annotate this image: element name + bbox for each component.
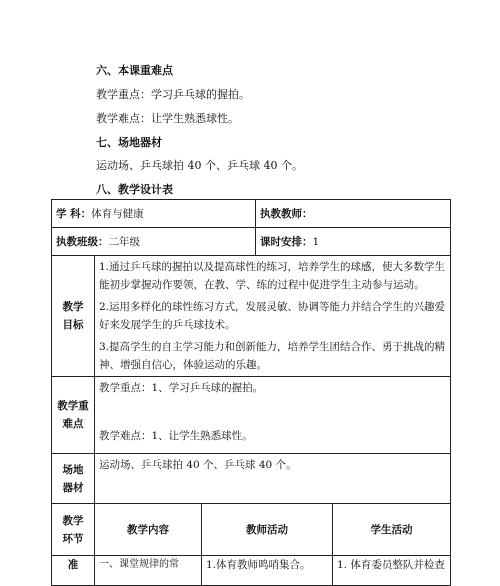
key-point-text: 教学重点：学习乒乓球的握拍。 [96, 88, 250, 101]
goal-item-2: 2.运用多样化的球性练习方式，发展灵敏、协调等能力并结合学生的兴趣爱好来发展学生的乒乓球技术。 [99, 301, 446, 331]
table-row-class [52, 228, 451, 256]
goals-label-1: 教学 [62, 301, 84, 313]
venue-label-2: 器材 [62, 481, 84, 494]
table-row-goals [52, 256, 451, 377]
column-header-student: 学生活动 [333, 504, 451, 556]
venue-text: 运动场、乒乓球拍 40 个、乒乓球 40 个。 [96, 159, 303, 172]
class-value: 二年级 [108, 235, 140, 248]
venue-content-cell: 运动场、乒乓球拍 40 个、乒乓球 40 个。 [95, 454, 451, 504]
goals-content-cell [95, 256, 451, 377]
hours-label: 课时安排： [260, 235, 313, 248]
venue-label-1: 场地 [62, 463, 84, 476]
preparation-label-cell: 准 [52, 556, 95, 586]
table-row-keypoints [52, 377, 451, 454]
venue-label-cell [52, 454, 95, 504]
teacher-cell [256, 200, 451, 228]
goals-label-cell [52, 256, 95, 377]
keypoints-label-2: 难点 [62, 418, 84, 430]
hours-cell [256, 228, 451, 256]
keypoints-content-cell [95, 377, 451, 454]
subject-label: 学 科： [56, 207, 92, 220]
preparation-content-cell: 一、课堂规律的常 [95, 556, 202, 586]
stage-label-cell [52, 504, 95, 556]
keypoints-label-cell [52, 377, 95, 454]
preparation-student-cell: 1. 体育委员整队并检查 [333, 556, 451, 586]
column-header-content: 教学内容 [95, 504, 202, 556]
preparation-teacher-cell: 1.体育教师鸣哨集合。 [202, 556, 333, 586]
teacher-label: 执教教师： [260, 207, 313, 220]
keypoints-item-1: 教学重点：1、学习乒乓球的握拍。 [99, 382, 264, 394]
subject-cell [52, 200, 256, 228]
table-row-subject [52, 200, 451, 228]
table-row-venue [52, 454, 451, 504]
keypoints-item-2: 教学难点：1、让学生熟悉球性。 [99, 430, 253, 442]
stage-label-1: 教学 [62, 514, 84, 527]
section-heading-design: 八、教学设计表 [96, 183, 173, 196]
difficult-point-text: 教学难点：让学生熟悉球性。 [96, 112, 239, 125]
goal-item-3: 3.提高学生的自主学习能力和创新能力，培养学生团结合作、勇于挑战的精神、增强自信心，体验运动的乐趣。 [99, 341, 446, 371]
stage-label-2: 环节 [62, 532, 84, 545]
section-heading-venue: 七、场地器材 [96, 136, 162, 149]
class-label: 执教班级： [56, 235, 109, 248]
hours-value: 1 [312, 235, 320, 248]
column-header-teacher: 教师活动 [202, 504, 333, 556]
teaching-design-table [51, 199, 451, 586]
goal-item-1: 1.通过乒乓球的握拍以及提高球性的练习，培养学生的球感，使大多数学生能初步掌握动作要领，在教、学、练的过程中促进学生主动参与运动。 [99, 261, 446, 291]
keypoints-label-1: 教学重 [57, 400, 89, 412]
subject-value: 体育与健康 [91, 207, 144, 220]
class-cell [52, 228, 256, 256]
table-row-header [52, 504, 451, 556]
goals-label-2: 目标 [62, 319, 84, 331]
section-heading-difficulty: 六、本课重难点 [96, 64, 173, 77]
table-row-preparation [52, 556, 451, 586]
